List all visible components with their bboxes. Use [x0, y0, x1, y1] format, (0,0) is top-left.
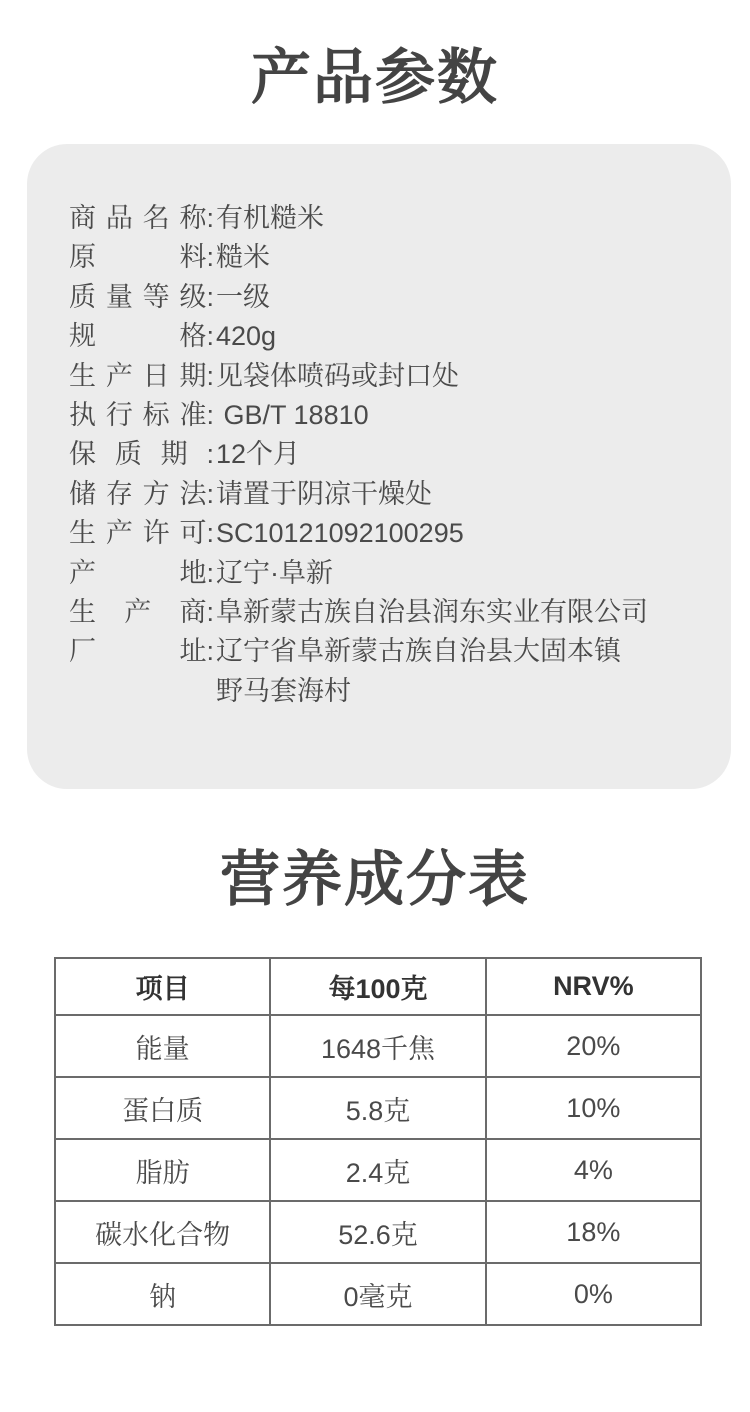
param-row [69, 632, 709, 711]
param-label-char: 格: [179, 321, 214, 352]
nutrient-nrv: 18% [486, 1201, 701, 1263]
param-label-char: 法: [179, 478, 214, 509]
nutrient-amount: 52.6克 [270, 1201, 485, 1263]
table-row [55, 1077, 701, 1139]
param-value: 请置于阴凉干燥处 [216, 478, 432, 509]
param-row [69, 435, 709, 474]
header-nrv: NRV% [486, 958, 701, 1015]
param-label-char: 料: [179, 242, 214, 273]
param-row [69, 317, 709, 356]
param-value: SC10121092100295 [216, 518, 464, 549]
header-per100g: 每100克 [270, 958, 485, 1015]
param-label-char: 厂 [69, 636, 96, 667]
param-label [69, 199, 214, 238]
param-label-char: : [206, 439, 214, 470]
param-label [69, 554, 214, 593]
nutrient-nrv: 4% [486, 1139, 701, 1201]
param-label [69, 632, 214, 711]
param-label-char: 商: [179, 597, 214, 628]
param-label-char: 期 [160, 439, 188, 470]
nutrient-name: 蛋白质 [55, 1077, 270, 1139]
param-label-char: 原 [69, 242, 96, 273]
param-value: 辽宁·阜新 [216, 557, 333, 588]
param-row [69, 357, 709, 396]
product-params-title: 产品参数 [251, 43, 499, 113]
header-item: 项目 [55, 958, 270, 1015]
param-label-char: 地: [179, 557, 214, 588]
param-label-char: 准: [179, 400, 214, 431]
param-label-char: 产 [105, 518, 133, 549]
nutrition-table-body [55, 1015, 701, 1325]
param-label-char: 等 [142, 281, 170, 312]
param-value: 一级 [216, 281, 270, 312]
product-params-list [69, 199, 709, 711]
param-label-char: 商 [69, 203, 96, 233]
param-label-char: 级: [179, 281, 214, 312]
param-label-char: 可: [179, 518, 214, 549]
param-label [69, 357, 214, 396]
param-row [69, 514, 709, 553]
nutrient-amount: 0毫克 [270, 1263, 485, 1325]
table-row [55, 1201, 701, 1263]
param-label [69, 514, 214, 553]
param-row [69, 238, 709, 277]
nutrient-nrv: 20% [486, 1015, 701, 1077]
param-label [69, 435, 214, 474]
param-label-char: 址: [179, 636, 214, 667]
param-value: 见袋体喷码或封口处 [216, 360, 459, 391]
param-label-char: 生 [69, 360, 96, 391]
param-label-char: 生 [69, 597, 96, 628]
param-label-char: 生 [69, 518, 96, 549]
param-row [69, 278, 709, 317]
param-label-char: 存 [105, 478, 133, 509]
nutrient-nrv: 10% [486, 1077, 701, 1139]
product-params-card [27, 144, 731, 789]
param-value: 糙米 [216, 242, 270, 273]
param-label-char: 保 [69, 439, 96, 470]
nutrition-title: 营养成分表 [220, 845, 530, 915]
param-value: GB/T 18810 [216, 400, 369, 431]
table-row [55, 1263, 701, 1325]
param-label-char: 许 [142, 518, 170, 549]
param-value: 420g [216, 321, 277, 352]
param-label [69, 317, 214, 356]
param-label-char: 执 [69, 400, 96, 431]
param-label-char: 日 [142, 360, 170, 391]
param-label-char: 质 [69, 281, 96, 312]
param-label [69, 238, 214, 277]
table-row [55, 1015, 701, 1077]
param-value: 阜新蒙古族自治县润东实业有限公司 [216, 597, 648, 628]
param-label [69, 475, 214, 514]
param-label [69, 278, 214, 317]
param-label-char: 名 [142, 203, 170, 233]
param-row [69, 396, 709, 435]
param-row [69, 475, 709, 514]
param-label-char: 标 [142, 400, 170, 431]
nutrient-name: 能量 [55, 1015, 270, 1077]
nutrient-amount: 1648千焦 [270, 1015, 485, 1077]
param-label-char: 产 [105, 360, 133, 391]
param-value: 辽宁省阜新蒙古族自治县大固本镇 野马套海村 [216, 636, 621, 706]
param-label-char: 储 [69, 478, 96, 509]
param-label [69, 593, 214, 632]
nutrient-name: 脂肪 [55, 1139, 270, 1201]
param-row [69, 199, 709, 238]
nutrition-table [54, 957, 702, 1326]
param-label-char: 行 [105, 400, 133, 431]
param-label-char: 质 [114, 439, 142, 470]
table-row [55, 1139, 701, 1201]
param-value: 12个月 [216, 439, 301, 470]
param-row [69, 554, 709, 593]
nutrition-header-row [55, 958, 701, 1015]
param-label-char: 方 [142, 478, 170, 509]
param-label-char: 品 [105, 203, 133, 233]
param-value: 有机糙米 [216, 203, 324, 233]
nutrient-amount: 5.8克 [270, 1077, 485, 1139]
param-row [69, 593, 709, 632]
nutrient-name: 钠 [55, 1263, 270, 1325]
nutrient-amount: 2.4克 [270, 1139, 485, 1201]
nutrient-name: 碳水化合物 [55, 1201, 270, 1263]
param-label-char: 产 [69, 557, 96, 588]
param-label-char: 规 [69, 321, 96, 352]
param-label-char: 产 [124, 597, 152, 628]
nutrient-nrv: 0% [486, 1263, 701, 1325]
param-label-char: 称: [179, 203, 214, 233]
param-label-char: 量 [105, 281, 133, 312]
param-label [69, 396, 214, 435]
param-label-char: 期: [179, 360, 214, 391]
